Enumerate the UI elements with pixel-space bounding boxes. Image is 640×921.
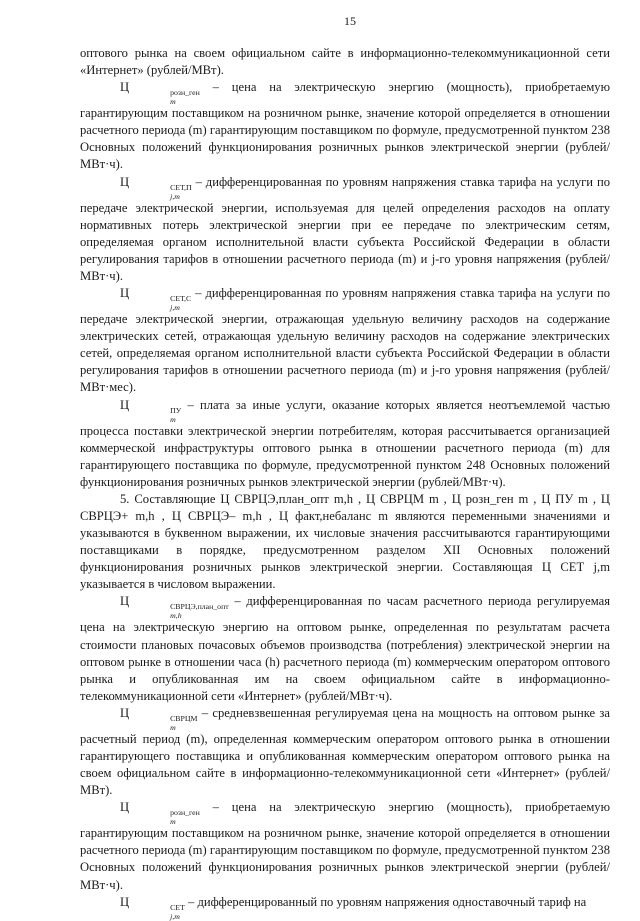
paragraph-text: – дифференцированная по часам расчетного периода регулируемая цена на электрическую энергию на оптовом рынке, определенная по результатам расчета стоимости плановых почасовых объемов производства (потребления) электрической энергии на оптовом рынке в отношении часа (h) расчетного периода (m) коммерческим оператором оптового рынка и опубликованная им на своем официальном сайте в информационно-телекоммуникационной сети «Интернет» (рублей/МВт·ч).: [80, 594, 610, 703]
paragraph-text: – дифференцированный по уровням напряжения одноставочный тариф на: [184, 894, 587, 909]
symbol-indices: [130, 407, 181, 423]
paragraph-text: – дифференцированная по уровням напряжения ставка тарифа на услуги по передаче электрической энергии, используемая для целей определения расходов на оплату нормативных потерь электрической энергии при ее передаче по электрическим сетям, определяемая органом исполнительной власти субъекта Российской Федерации в области регулирования тарифов в отношении расчетного периода (m) и j-го уровня напряжения (рублей/МВт·ч).: [80, 174, 610, 283]
paragraph: [80, 79, 610, 173]
symbol-indices: [130, 809, 200, 825]
formula-symbol: [120, 594, 229, 621]
symbol-indices: [130, 904, 185, 920]
document-body: [80, 45, 610, 920]
symbol-subscript: m,h: [170, 611, 182, 621]
symbol-base: Ц: [120, 397, 130, 412]
symbol-base: Ц: [120, 705, 130, 720]
paragraph-text: – цена на электрическую энергию (мощность), приобретаемую гарантирующим поставщиком на розничном рынке, значение которой определяется в отношении расчетного периода (m) гарантирующим поставщиком по формуле, предусмотренной пунктом 238 Основных положений функционирования розничных рынков электрической энергии (рублей/МВт·ч).: [80, 800, 610, 892]
symbol-base: Ц: [120, 894, 130, 909]
symbol-base: Ц: [120, 594, 130, 609]
symbol-base: Ц: [120, 800, 130, 815]
symbol-subscript: m: [170, 97, 176, 107]
paragraph: [80, 491, 610, 594]
symbol-indices: [130, 715, 197, 731]
symbol-superscript: СЕТ,С: [170, 294, 192, 304]
symbol-base: Ц: [120, 174, 130, 189]
page-number: 15: [344, 14, 356, 28]
formula-symbol: [120, 397, 182, 424]
symbol-subscript: j,m: [170, 911, 180, 921]
paragraph: [80, 894, 610, 920]
formula-symbol: [120, 705, 198, 732]
symbol-superscript: СВРЦЭ,план_опт: [170, 602, 229, 612]
symbol-subscript: j,m: [170, 303, 180, 313]
formula-symbol: [120, 286, 192, 313]
symbol-indices: [130, 89, 200, 105]
formula-symbol: [120, 80, 200, 107]
formula-symbol: [120, 800, 200, 827]
paragraph: [80, 593, 610, 704]
paragraph-text: – плата за иные услуги, оказание которых является неотъемлемой частью процесса поставки электрической энергии потребителям, которая рассчитывается организацией коммерческой инфраструктуры оптового рынка в отношении расчетного периода (m) для гарантирующего поставщика по формуле, предусмотренной пунктом 248 Основных положений функционирования розничных рынков электрической энергии (рублей/МВт·ч).: [80, 397, 610, 489]
symbol-subscript: m: [170, 414, 176, 424]
paragraph: [80, 397, 610, 491]
symbol-superscript: СЕТ,П: [170, 182, 192, 192]
paragraph-text: 5. Составляющие Ц СВРЦЭ,план_опт m,h , Ц СВРЦМ m , Ц розн_ген m , Ц ПУ m , Ц СВРЦЭ+ m,h , Ц СВРЦЭ– m,h , Ц факт,небаланс m являются переменными значениями и указываются в буквенном выражении, их числовые значения рассчитываются гарантирующими поставщиками в порядке, предусмотренном разделом XII Основных положений функционирования розничных рынков электрической энергии. Составляющая Ц СЕТ j,m указывается в числовом выражении.: [80, 491, 610, 592]
symbol-base: Ц: [120, 80, 130, 95]
paragraph-text: – средневзвешенная регулируемая цена на мощность на оптовом рынке за расчетный период (m), определенная коммерческим оператором оптового рынка в отношении гарантирующего поставщика и опубликованная коммерческим оператором оптового рынка на своем официальном сайте в информационно-телекоммуникационной сети «Интернет» (рублей/МВт).: [80, 705, 610, 798]
symbol-indices: [130, 184, 192, 200]
paragraph: [80, 45, 610, 79]
paragraph-text: – дифференцированная по уровням напряжения ставка тарифа на услуги по передаче электрической энергии, отражающая удельную величину расходов на содержание электрических сетей, отражающая удельную величину расходов на содержание электрических сетей, определяемая органом исполнительной власти субъекта Российской Федерации в области регулирования тарифов в отношении расчетного периода (m) и j-го уровня напряжения (рублей/МВт·мес).: [80, 286, 610, 395]
symbol-superscript: СЕТ: [170, 902, 185, 912]
paragraph: [80, 799, 610, 893]
paragraph: [80, 174, 610, 285]
symbol-indices: [130, 603, 229, 619]
paragraph: [80, 285, 610, 396]
symbol-subscript: m: [170, 817, 176, 827]
paragraph: [80, 705, 610, 799]
symbol-superscript: ПУ: [170, 405, 182, 415]
symbol-superscript: розн_ген: [170, 808, 200, 818]
symbol-base: Ц: [120, 286, 130, 301]
formula-symbol: [120, 894, 185, 921]
symbol-subscript: j,m: [170, 191, 180, 201]
formula-symbol: [120, 174, 192, 201]
paragraph-text: оптового рынка на своем официальном сайте в информационно-телекоммуникационной сети «Интернет» (рублей/МВт).: [80, 46, 610, 78]
symbol-subscript: m: [170, 722, 176, 732]
symbol-superscript: розн_ген: [170, 88, 200, 98]
symbol-indices: [130, 295, 191, 311]
symbol-superscript: СВРЦМ: [170, 713, 198, 723]
paragraph-text: – цена на электрическую энергию (мощность), приобретаемую гарантирующим поставщиком на розничном рынке, значение которой определяется в отношении расчетного периода (m) гарантирующим поставщиком по формуле, предусмотренной пунктом 238 Основных положений функционирования розничных рынков электрической энергии (рублей/МВт·ч).: [80, 80, 610, 172]
